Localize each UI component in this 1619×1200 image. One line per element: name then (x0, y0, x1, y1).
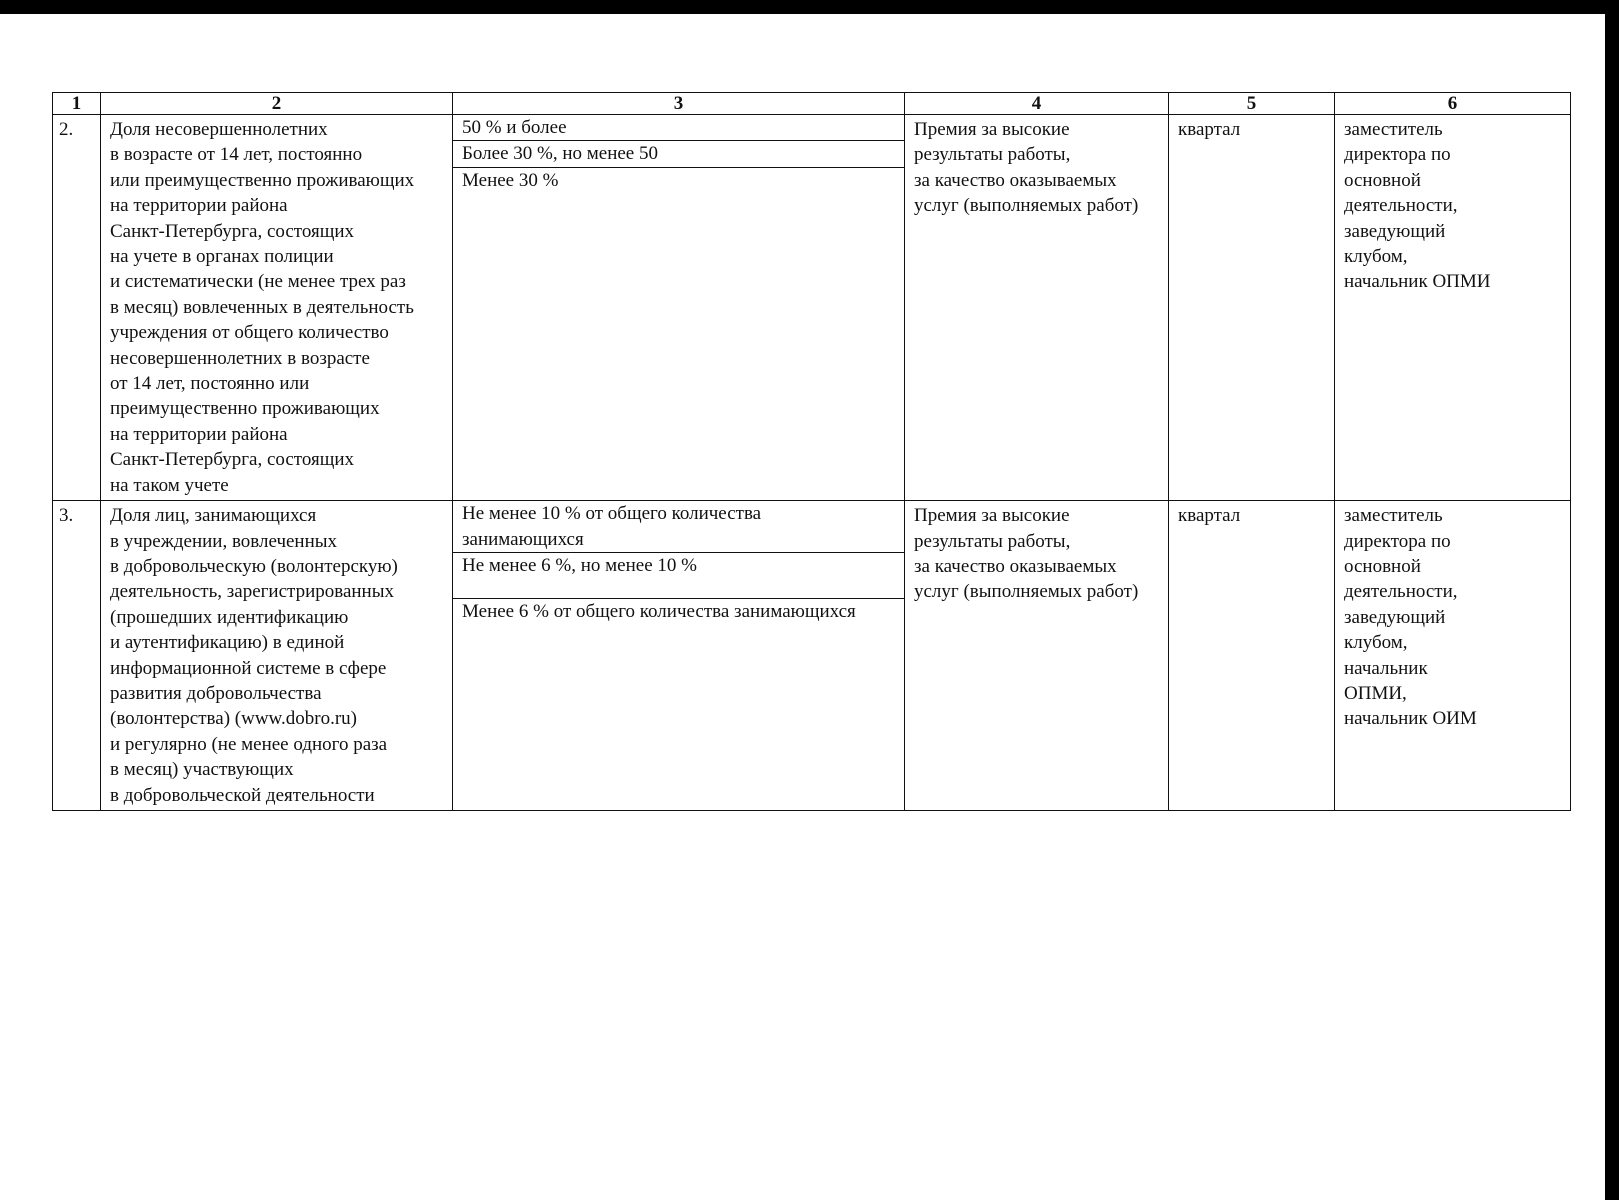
responsible-person (1335, 501, 1571, 811)
criterion-text: занимающихся (462, 528, 584, 550)
payment-line: Премия за высокие (914, 119, 1070, 140)
table-row (53, 501, 1571, 811)
description-line: в добровольческую (волонтерскую) (110, 555, 398, 577)
responsible-line: заместитель (1344, 119, 1443, 140)
description-line: на территории района (110, 195, 288, 217)
description-line: на территории района (110, 423, 288, 445)
table-row (53, 115, 1571, 501)
scan-border-right (1605, 0, 1619, 1200)
description-line: в месяц) вовлеченных в деятельность (110, 296, 414, 318)
description-line: в месяц) участвующих (110, 759, 294, 781)
description-line: в учреждении, вовлеченных (110, 530, 338, 552)
responsible-line: деятельности, (1344, 581, 1458, 603)
description-line: и систематически (не менее трех раз (110, 271, 406, 293)
responsible-line: заместитель (1344, 505, 1443, 527)
header-cell-1: 1 (53, 93, 101, 115)
responsible-line: деятельности, (1344, 195, 1458, 217)
criterion-text: Не менее 10 % от общего количества (462, 503, 762, 525)
payment-line: результаты работы, (914, 530, 1071, 552)
description-line: Санкт-Петербурга, состоящих (110, 449, 355, 471)
responsible-line: клубом, (1344, 632, 1408, 654)
criterion-item (453, 168, 904, 193)
payment-line: результаты работы, (914, 144, 1071, 166)
criteria-cell (453, 501, 905, 811)
description-line: учреждения от общего количество (110, 322, 389, 344)
criterion-item (453, 553, 904, 599)
responsible-line: заведующий (1344, 220, 1446, 242)
indicator-description (101, 115, 453, 501)
description-line: и аутентификацию) в единой (110, 632, 345, 654)
period: квартал (1169, 501, 1335, 811)
criterion-text: Более 30 %, но менее 50 (462, 143, 658, 165)
responsible-line: начальник ОИМ (1344, 708, 1477, 730)
scan-border-top (0, 0, 1619, 14)
description-line: на таком учете (110, 474, 229, 496)
header-cell-5: 5 (1169, 93, 1335, 115)
responsible-line: директора по (1344, 144, 1451, 166)
criterion-text: 50 % и более (462, 117, 567, 138)
row-number: 3. (53, 501, 101, 811)
criterion-item (453, 141, 904, 167)
header-cell-2: 2 (101, 93, 453, 115)
row-number: 2. (53, 115, 101, 501)
criterion-text: Менее 6 % от общего количества занимающихся (462, 601, 856, 623)
responsible-line: основной (1344, 555, 1421, 577)
header-cell-6: 6 (1335, 93, 1571, 115)
responsible-line: начальник ОПМИ (1344, 271, 1491, 293)
payment-type (905, 115, 1169, 501)
criterion-text: Не менее 6 %, но менее 10 % (462, 554, 697, 576)
payment-line: услуг (выполняемых работ) (914, 195, 1139, 217)
criterion-item (453, 501, 904, 553)
criteria-cell (453, 115, 905, 501)
responsible-person (1335, 115, 1571, 501)
responsible-line: ОПМИ, (1344, 682, 1407, 704)
payment-line: Премия за высокие (914, 505, 1070, 527)
description-line: несовершеннолетних в возрасте (110, 347, 370, 369)
description-line: (прошедших идентификацию (110, 606, 349, 628)
description-line: развития добровольчества (110, 682, 322, 704)
description-line: деятельность, зарегистрированных (110, 581, 394, 603)
payment-type (905, 501, 1169, 811)
criterion-text: Менее 30 % (462, 169, 559, 191)
criterion-item (453, 599, 904, 624)
header-row (53, 93, 1571, 115)
description-line: преимущественно проживающих (110, 398, 380, 420)
description-line: в возрасте от 14 лет, постоянно (110, 144, 363, 166)
description-line: на учете в органах полиции (110, 246, 334, 268)
criterion-item (453, 115, 904, 141)
description-line: информационной системе в сфере (110, 657, 387, 679)
payment-line: услуг (выполняемых работ) (914, 581, 1139, 603)
payment-line: за качество оказываемых (914, 169, 1117, 191)
description-line: Доля несовершеннолетних (110, 119, 328, 140)
description-line: (волонтерства) (www.dobro.ru) (110, 708, 358, 730)
indicator-description (101, 501, 453, 811)
description-line: Санкт-Петербурга, состоящих (110, 220, 355, 242)
description-line: Доля лиц, занимающихся (110, 505, 317, 527)
period: квартал (1169, 115, 1335, 501)
description-line: или преимущественно проживающих (110, 169, 415, 191)
description-line: и регулярно (не менее одного раза (110, 733, 388, 755)
header-cell-3: 3 (453, 93, 905, 115)
responsible-line: заведующий (1344, 606, 1446, 628)
description-line: в добровольческой деятельности (110, 784, 375, 806)
criteria-table (52, 92, 1571, 811)
responsible-line: основной (1344, 169, 1421, 191)
responsible-line: клубом, (1344, 246, 1408, 268)
responsible-line: директора по (1344, 530, 1451, 552)
responsible-line: начальник (1344, 657, 1428, 679)
header-cell-4: 4 (905, 93, 1169, 115)
description-line: от 14 лет, постоянно или (110, 373, 310, 395)
payment-line: за качество оказываемых (914, 555, 1117, 577)
